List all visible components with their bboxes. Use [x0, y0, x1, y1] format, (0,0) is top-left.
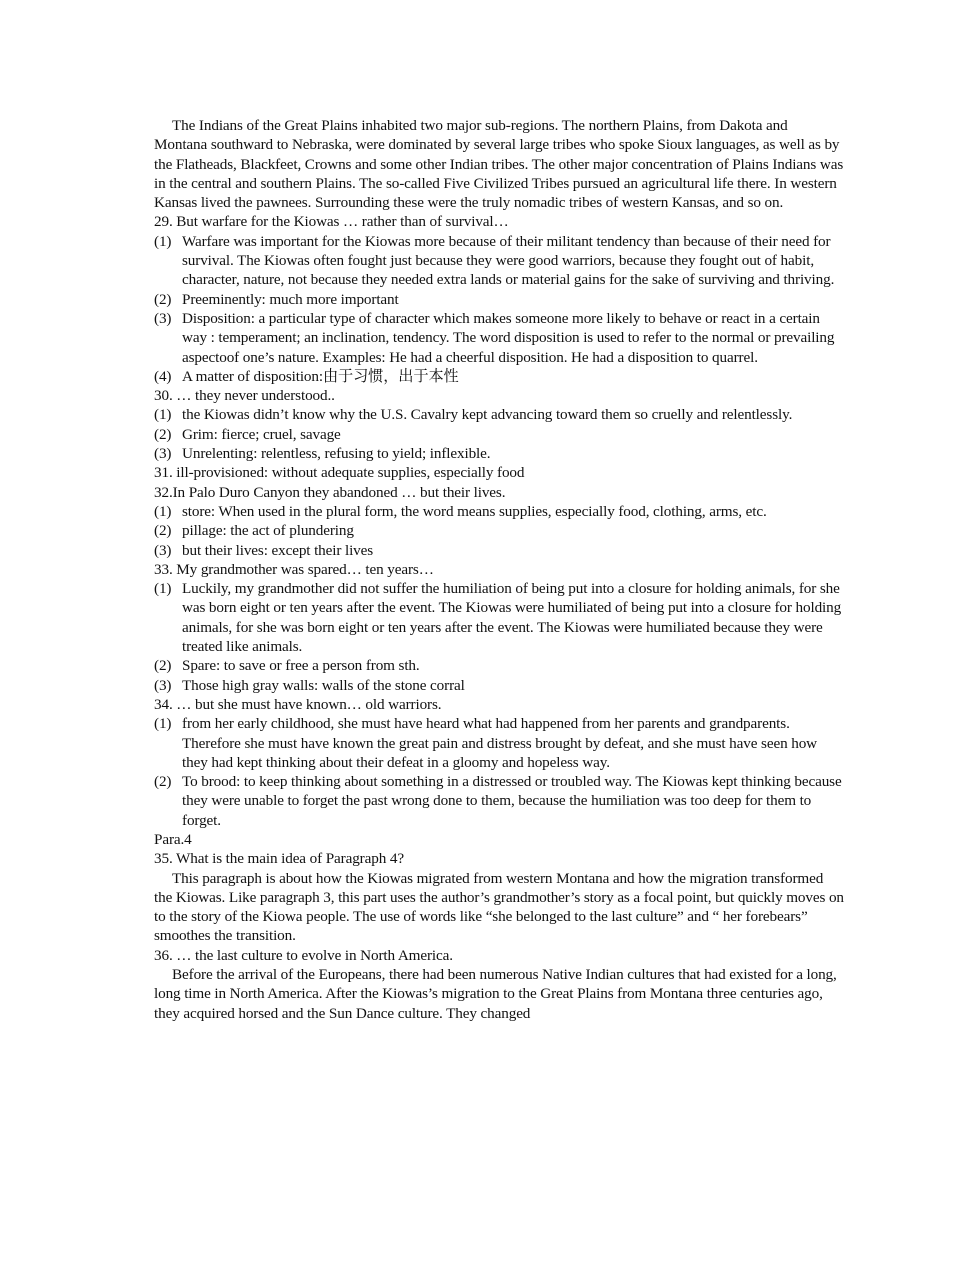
list-item-text: Spare: to save or free a person from sth. [182, 657, 420, 675]
list-item-number: (2) [154, 425, 172, 443]
list-item [154, 656, 844, 675]
list-item-text: Those high gray walls: walls of the stone corral [182, 676, 465, 694]
list-item [154, 521, 844, 540]
list-item-number: (2) [154, 657, 172, 675]
list-item-text: from her early childhood, she must have heard what had happened from her parents and grandparents. Therefore she must have known the great pain and distress brought by defeat, and she must have seen how they had kept thinking about their defeat in a gloomy and hopeless way. [182, 715, 818, 771]
list-item-number: (1) [154, 715, 172, 733]
section-heading: 31. ill-provisioned: without adequate supplies, especially food [154, 464, 525, 482]
list-item-text: Luckily, my grandmother did not suffer the humiliation of being put into a closure for holding animals, for she was born eight or ten years after the event. The Kiowas were humiliated of being put into a closure for holding animals, for she was born eight or ten years after the event. The Kiowas were humiliated because they were treated like animals. [182, 580, 842, 656]
list-item [154, 714, 844, 772]
list-item-text: Disposition: a particular type of character which makes someone more likely to behave or react in a certain way : temperament; an inclination, tendency. The word disposition is used to refer to the normal or prevailing aspectoof one’s nature. Examples: He had a cheerful disposition. He had a disposition to quarrel. [182, 309, 835, 366]
list-item [154, 502, 844, 521]
list-item-text: store: When used in the plural form, the word means supplies, especially food, clothing, arms, etc. [182, 502, 767, 520]
paragraph: This paragraph is about how the Kiowas migrated from western Montana and how the migration transformed the Kiowas. Like paragraph 3, this part uses the author’s grandmother’s story as a focal point, but quickly moves on to the story of the Kiowa people. The use of words like “she belonged to the last culture” and “ her forebears” smoothes the transition. [154, 869, 844, 945]
list-item-text: pillage: the act of plundering [182, 522, 354, 540]
paragraph: The Indians of the Great Plains inhabited two major sub-regions. The northern Plains, from Dakota and Montana southward to Nebraska, were dominated by several large tribes who spoke Sioux languages, as well as by the Flatheads, Blackfeet, Crowns and some other Indian tribes. The other major concentration of Plains Indians was in the central and southern Plains. The so-called Five Civilized Tribes pursued an agricultural life there. In western Kansas lived the pawnees. Surrounding these were the truly nomadic tribes of western Kansas, and so on. [154, 117, 844, 212]
list-item-text: but their lives: except their lives [182, 541, 374, 559]
section-heading: 32.In Palo Duro Canyon they abandoned … but their lives. [154, 483, 506, 501]
section-heading: 34. … but she must have known… old warriors. [154, 695, 442, 713]
list-item-text: Warfare was important for the Kiowas more because of their militant tendency than because of their need for survival. The Kiowas often fought just because they were good warriors, because they fought out of habit, character, nature, not because they needed extra lands or material gains for the sake of surviving and thriving. [182, 232, 835, 289]
list-item [154, 676, 844, 695]
section-heading: Para.4 [154, 830, 192, 848]
list-item-number: (1) [154, 232, 172, 250]
list-item-number: (1) [154, 502, 172, 520]
list-item-number: (1) [154, 406, 172, 424]
list-item-text: Preeminently: much more important [182, 290, 399, 308]
list-item [154, 444, 844, 463]
section-heading: 36. … the last culture to evolve in North America. [154, 946, 453, 964]
list-item-text: Unrelenting: relentless, refusing to yield; inflexible. [182, 445, 491, 463]
section-heading: 30. … they never understood.. [154, 387, 335, 405]
list-item-text: A matter of disposition:由于习惯，出于本性 [182, 367, 459, 385]
list-item-number: (2) [154, 522, 172, 540]
section-heading: 29. But warfare for the Kiowas … rather than of survival… [154, 213, 509, 231]
list-item-number: (3) [154, 445, 172, 463]
list-item [154, 290, 844, 309]
list-item [154, 232, 844, 290]
list-item-text: Grim: fierce; cruel, savage [182, 425, 341, 443]
document-body [154, 116, 844, 1023]
list-item-number: (3) [154, 309, 172, 327]
list-item [154, 405, 844, 424]
list-item-text: To brood: to keep thinking about something in a distressed or troubled way. The Kiowas kept thinking because they were unable to forget the past wrong done to them, because the humiliation was too deep for them to forget. [182, 773, 842, 829]
list-item-text: the Kiowas didn’t know why the U.S. Cavalry kept advancing toward them so cruelly and relentlessly. [182, 406, 793, 424]
list-item [154, 579, 844, 656]
list-item-number: (1) [154, 580, 172, 598]
paragraph: Before the arrival of the Europeans, there had been numerous Native Indian cultures that had existed for a long, long time in North America. After the Kiowas’s migration to the Great Plains from Montana three centuries ago, they acquired horsed and the Sun Dance culture. They changed [154, 966, 837, 1022]
list-item-number: (2) [154, 290, 172, 308]
list-item [154, 367, 844, 386]
list-item [154, 541, 844, 560]
section-heading: 35. What is the main idea of Paragraph 4? [154, 850, 404, 868]
list-item [154, 425, 844, 444]
section-heading: 33. My grandmother was spared… ten years… [154, 560, 434, 578]
list-item [154, 772, 844, 830]
list-item-number: (3) [154, 676, 172, 694]
list-item [154, 309, 844, 367]
list-item-number: (2) [154, 773, 172, 791]
list-item-number: (3) [154, 541, 172, 559]
list-item-number: (4) [154, 367, 172, 385]
